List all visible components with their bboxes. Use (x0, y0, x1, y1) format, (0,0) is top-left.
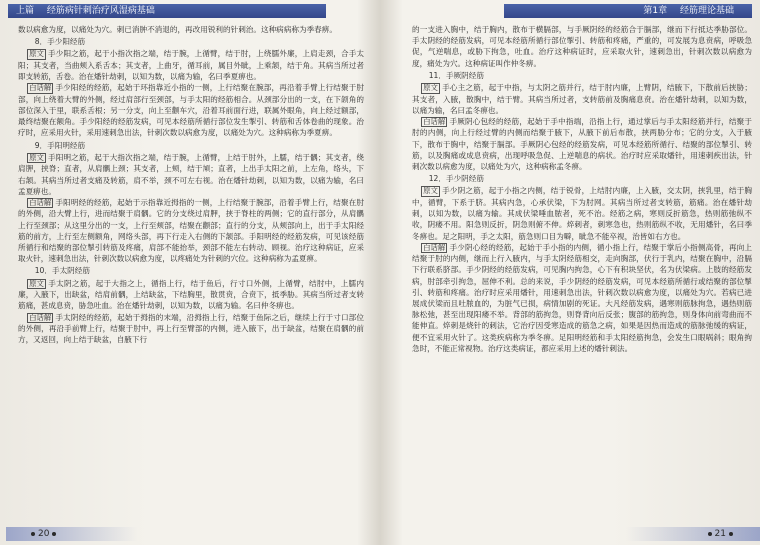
paragraph-text: 手心主之筋，起于中指，与太阴之筋并行，结于肘内廉，上臂阴，结腋下，下散前后挟胁；其支者，入腋，散胸中，结于臂。其病当所过者，支转筋前及胸痛息贲。治在燔针劫刺，以知为数，以痛为输，名曰孟冬痹也。 (412, 83, 752, 115)
right-running-header (504, 4, 752, 18)
section-heading: 12．手少阴经筋 (428, 174, 484, 184)
left-header-part: 上篇 (16, 6, 35, 16)
body-paragraph: 数以病愈为度，以痛处为穴。刺已消肿不消退的，再改用锐利的针刺治。这种病病称为季春痹。 (18, 25, 337, 34)
paragraph-text: 手太阴经的经筋，起始于拇指的末端，沿拇指上行，结聚于鱼际之后，继续上行于寸口部位的外侧，再沿手前臂上行，结聚于肘中，再上行至臂部的内侧，进入腋下，出于缺盆，结聚在肩髃的前方，又返回，向上结于缺盆，自腋下行 (18, 312, 364, 345)
paragraph-tag: 原文 (29, 152, 44, 162)
right-page-footer (626, 527, 760, 541)
tagged-paragraph (412, 116, 752, 172)
section-heading: 9．手阳明经筋 (34, 140, 86, 150)
paragraph-text: 手少阳经的经筋，起始于环指靠近小指的一侧，上行结聚在腕部，再沿着手臂上行结聚于肘部，向上绕着大臂的外侧，经过肩部行至颈部，与手太阳的经筋相合。从颈部分出的一支，在下颌角的部位深入于里，联系舌根；另一分支，向上至颧车穴，沿着耳前面行进，联属外眼角，向上经过额部，最终结聚在额角。手少阳经的经筋发病，可见本经筋所循行部位发生掣引、转筋和舌体卷曲的现象。治疗时，应采用火针，采用速刺急出法，针刺次数以病愈为度，以痛处为穴。这种病称为季夏痹。 (18, 83, 364, 138)
right-page-number: 21 (714, 529, 726, 539)
paragraph-text: 手太阴之筋，起于大指之上，循指上行，结于鱼后，行寸口外侧，上循臂，结肘中，上臑内廉，入腋下，出缺盆，结肩前髃，上结缺盆，下结胸里，散贯贲，合贲下，抵季胁。其病当所过者支转筋痛，甚成息贲，胁急吐血。治在燔针劫刺，以知为数，以痛为输。名曰仲冬痹也。 (18, 278, 364, 311)
paragraph-text: 手少阴之筋，起于小指之内侧，结于锐骨，上结肘内廉，上入腋，交太阴，挟乳里，结于胸中，循臂，下系于脐。其病内急，心承伏梁，下为肘网。其病当所过者支转筋，筋痛。治在燔针劫刺，以知为数，以痛为输。其成伏梁唾血脓者，死不治。经筋之病，寒则反折筋急，热则筋弛纵不收，阴痿不用。阳急则反折，阴急则俯不伸。焠刺者，刺寒急也，热则筋纵不收，无用燔针，名曰季冬痹也。足之阳明，手之太阳，筋急则口目为噼，眦急不能卒视，治皆如右方也。 (412, 186, 752, 241)
right-page (390, 0, 760, 545)
bullet-icon (729, 532, 733, 536)
tagged-paragraph (18, 48, 364, 82)
paragraph-text: 手少阳之筋，起于小指次指之端，结于腕，上循臂，结于肘，上绕臑外廉，上肩走颈，合手太阳；其支者，当曲颊入系舌本；其支者，上曲牙，循耳前，属目外眦，上乘颔，结于角。其病当所过者即支转筋，舌卷。治在燔针劫刺，以知为数，以痛为输，名曰季夏痹也。 (18, 49, 364, 82)
bullet-icon (52, 532, 56, 536)
paragraph-tag: 原文 (29, 49, 44, 59)
paragraph-text: 手厥阴心包经的经筋，起始于手中指端，沿指上行，通过掌后与手太阳经筋并行，结聚于肘的内侧，向上行经过臂的内侧而结聚于腋下，从腋下前后布散，挟两胁分布；它的分支，入于腋下，散布于胸中，结聚于膈部。手厥阴心包经的经筋发病，可见本经筋所循行、结聚的部位掣引、转筋，以及胸痛或成息贲病，出现呼吸急促、上逆喘息的病状。治疗时应采取燔针，用速刺疾出法，针刺次数以病愈为度，以痛处为穴，这种病称孟冬痹。 (412, 116, 752, 172)
left-page-body (18, 24, 364, 523)
tagged-paragraph (412, 82, 752, 116)
left-page-footer (6, 527, 138, 541)
right-header-chapter: 第1章 (643, 6, 668, 16)
paragraph-text: 手少阴心经的经筋，起始于手小指的内侧，循小指上行，结聚于掌后小指侧高骨，再向上结聚于肘的内侧，继而上行入腋内，与手太阴经筋相交，走向胸部，伏行于乳内，结聚在胸中，沿膈下行联系脐部。手少阴经的经筋发病，可见胸内拘急，心下有积块坚伏，名为伏梁病。上肢的经筋发病，肘部牵引拘急，屈伸不利。总的来说，手少阴经的经筋发病，可见本经筋所循行或结聚的部位掣引、转筋和疼痛。治疗时应采用燔针，用速刺急出法，针刺次数以病愈为度，以痛处为穴。若病已进展成伏梁而且吐脓血的，为脏气已损，病情加剧的死证。大凡经筋发病，遇寒则筋脉拘急，遇热则筋脉松弛，甚至出现阳痿不举。背部的筋拘急，则脊背向后反张；腹部的筋拘急，则身体向前弯曲而不能伸直。焠刺是烧针的刺法，它治疗因受寒造成的筋急之病，如果是因热而造成的筋脉弛缓的病证，便不宜采用火针了。这类疾病称为季冬痹。足阳明经筋和手太阳经筋拘急，会发生口眼㖞斜；眼角拘急时，不能正常视物。治疗这类病证，都应采用上述的燔针刺法。 (412, 242, 752, 353)
bullet-icon (708, 532, 712, 536)
body-paragraph: 的一支进入胸中，结于胸内，散布于横膈部，与手厥阴经的经筋合于膈部，继而下行抵达季胁部位。手太阴经的经筋发病，可见本经筋所循行部位掣引、转筋和疼痛，严重的，可发展为息贲病，呼吸急促，气逆喘息，或胁下拘急，吐血。治疗这种病证时，应采取火针，速刺急出，针刺次数以病愈为度，痛处为穴。这种病证叫作仲冬痹。 (412, 25, 752, 68)
tagged-paragraph (18, 312, 364, 346)
paragraph-tag: 白话解 (29, 83, 52, 93)
tagged-paragraph (18, 197, 364, 265)
paragraph-tag: 白话解 (29, 197, 52, 207)
paragraph-tag: 原文 (29, 278, 44, 288)
tagged-paragraph (18, 82, 364, 138)
section-heading: 11．手厥阴经筋 (428, 70, 484, 80)
paragraph-tag: 原文 (423, 186, 438, 196)
left-page (6, 0, 376, 545)
paragraph-tag: 原文 (423, 83, 438, 93)
left-header-title: 经筋病针刺治疗风湿病基础 (46, 6, 155, 16)
section-heading: 8．手少阳经筋 (34, 37, 86, 47)
tagged-paragraph (412, 242, 752, 354)
bullet-icon (31, 532, 35, 536)
paragraph-text: 手阳明经的经筋，起始于示指靠近拇指的一侧，上行结聚于腕部，沿着手臂上行，结聚在肘的外侧，沿大臂上行，进而结聚于肩髃。它的分支绕过肩胛，挟于脊柱的两侧；它的直行部分，从肩髃上行至颈部；从这里分出的一支，上行至颊部，结聚在颧部；直行的分支，从颊部向上，出于手太阳经筋的前方，上行至左侧额角，网络头部，再下行走入右侧的下颔部。手阳明经的经筋发病，可见该经筋所循行和结聚的部位掣引转筋及疼痛，肩部不能抬举，颈部不能左右转动、顾视。治疗这种病证，应采取火针，速刺急出法，针刺次数以病愈为度，以疼痛处为针刺的穴位。这种病称为孟夏痹。 (18, 197, 364, 264)
section-heading: 10．手太阴经筋 (34, 266, 90, 276)
left-running-header (8, 4, 326, 18)
right-page-body (412, 24, 752, 523)
paragraph-tag: 白话解 (29, 312, 52, 322)
tagged-paragraph (18, 278, 364, 312)
paragraph-tag: 白话解 (423, 116, 446, 126)
tagged-paragraph (18, 152, 364, 197)
tagged-paragraph (412, 185, 752, 241)
right-header-title: 经筋理论基础 (679, 6, 734, 16)
paragraph-text: 手阳明之筋，起于大指次指之端，结于腕，上循臂，上结于肘外，上臑，结于髃；其支者，绕肩胛，挟脊；直者，从肩髃上颈；其支者，上颊，结于頄；直者，上出手太阳之前，上左角，络头，下右颔。其病当所过者支痛及转筋，肩不举，颈不可左右视。治在燔针劫刺，以知为数，以痛为输，名曰孟夏痹也。 (18, 152, 364, 196)
paragraph-tag: 白话解 (423, 242, 446, 252)
left-page-number: 20 (38, 529, 50, 539)
